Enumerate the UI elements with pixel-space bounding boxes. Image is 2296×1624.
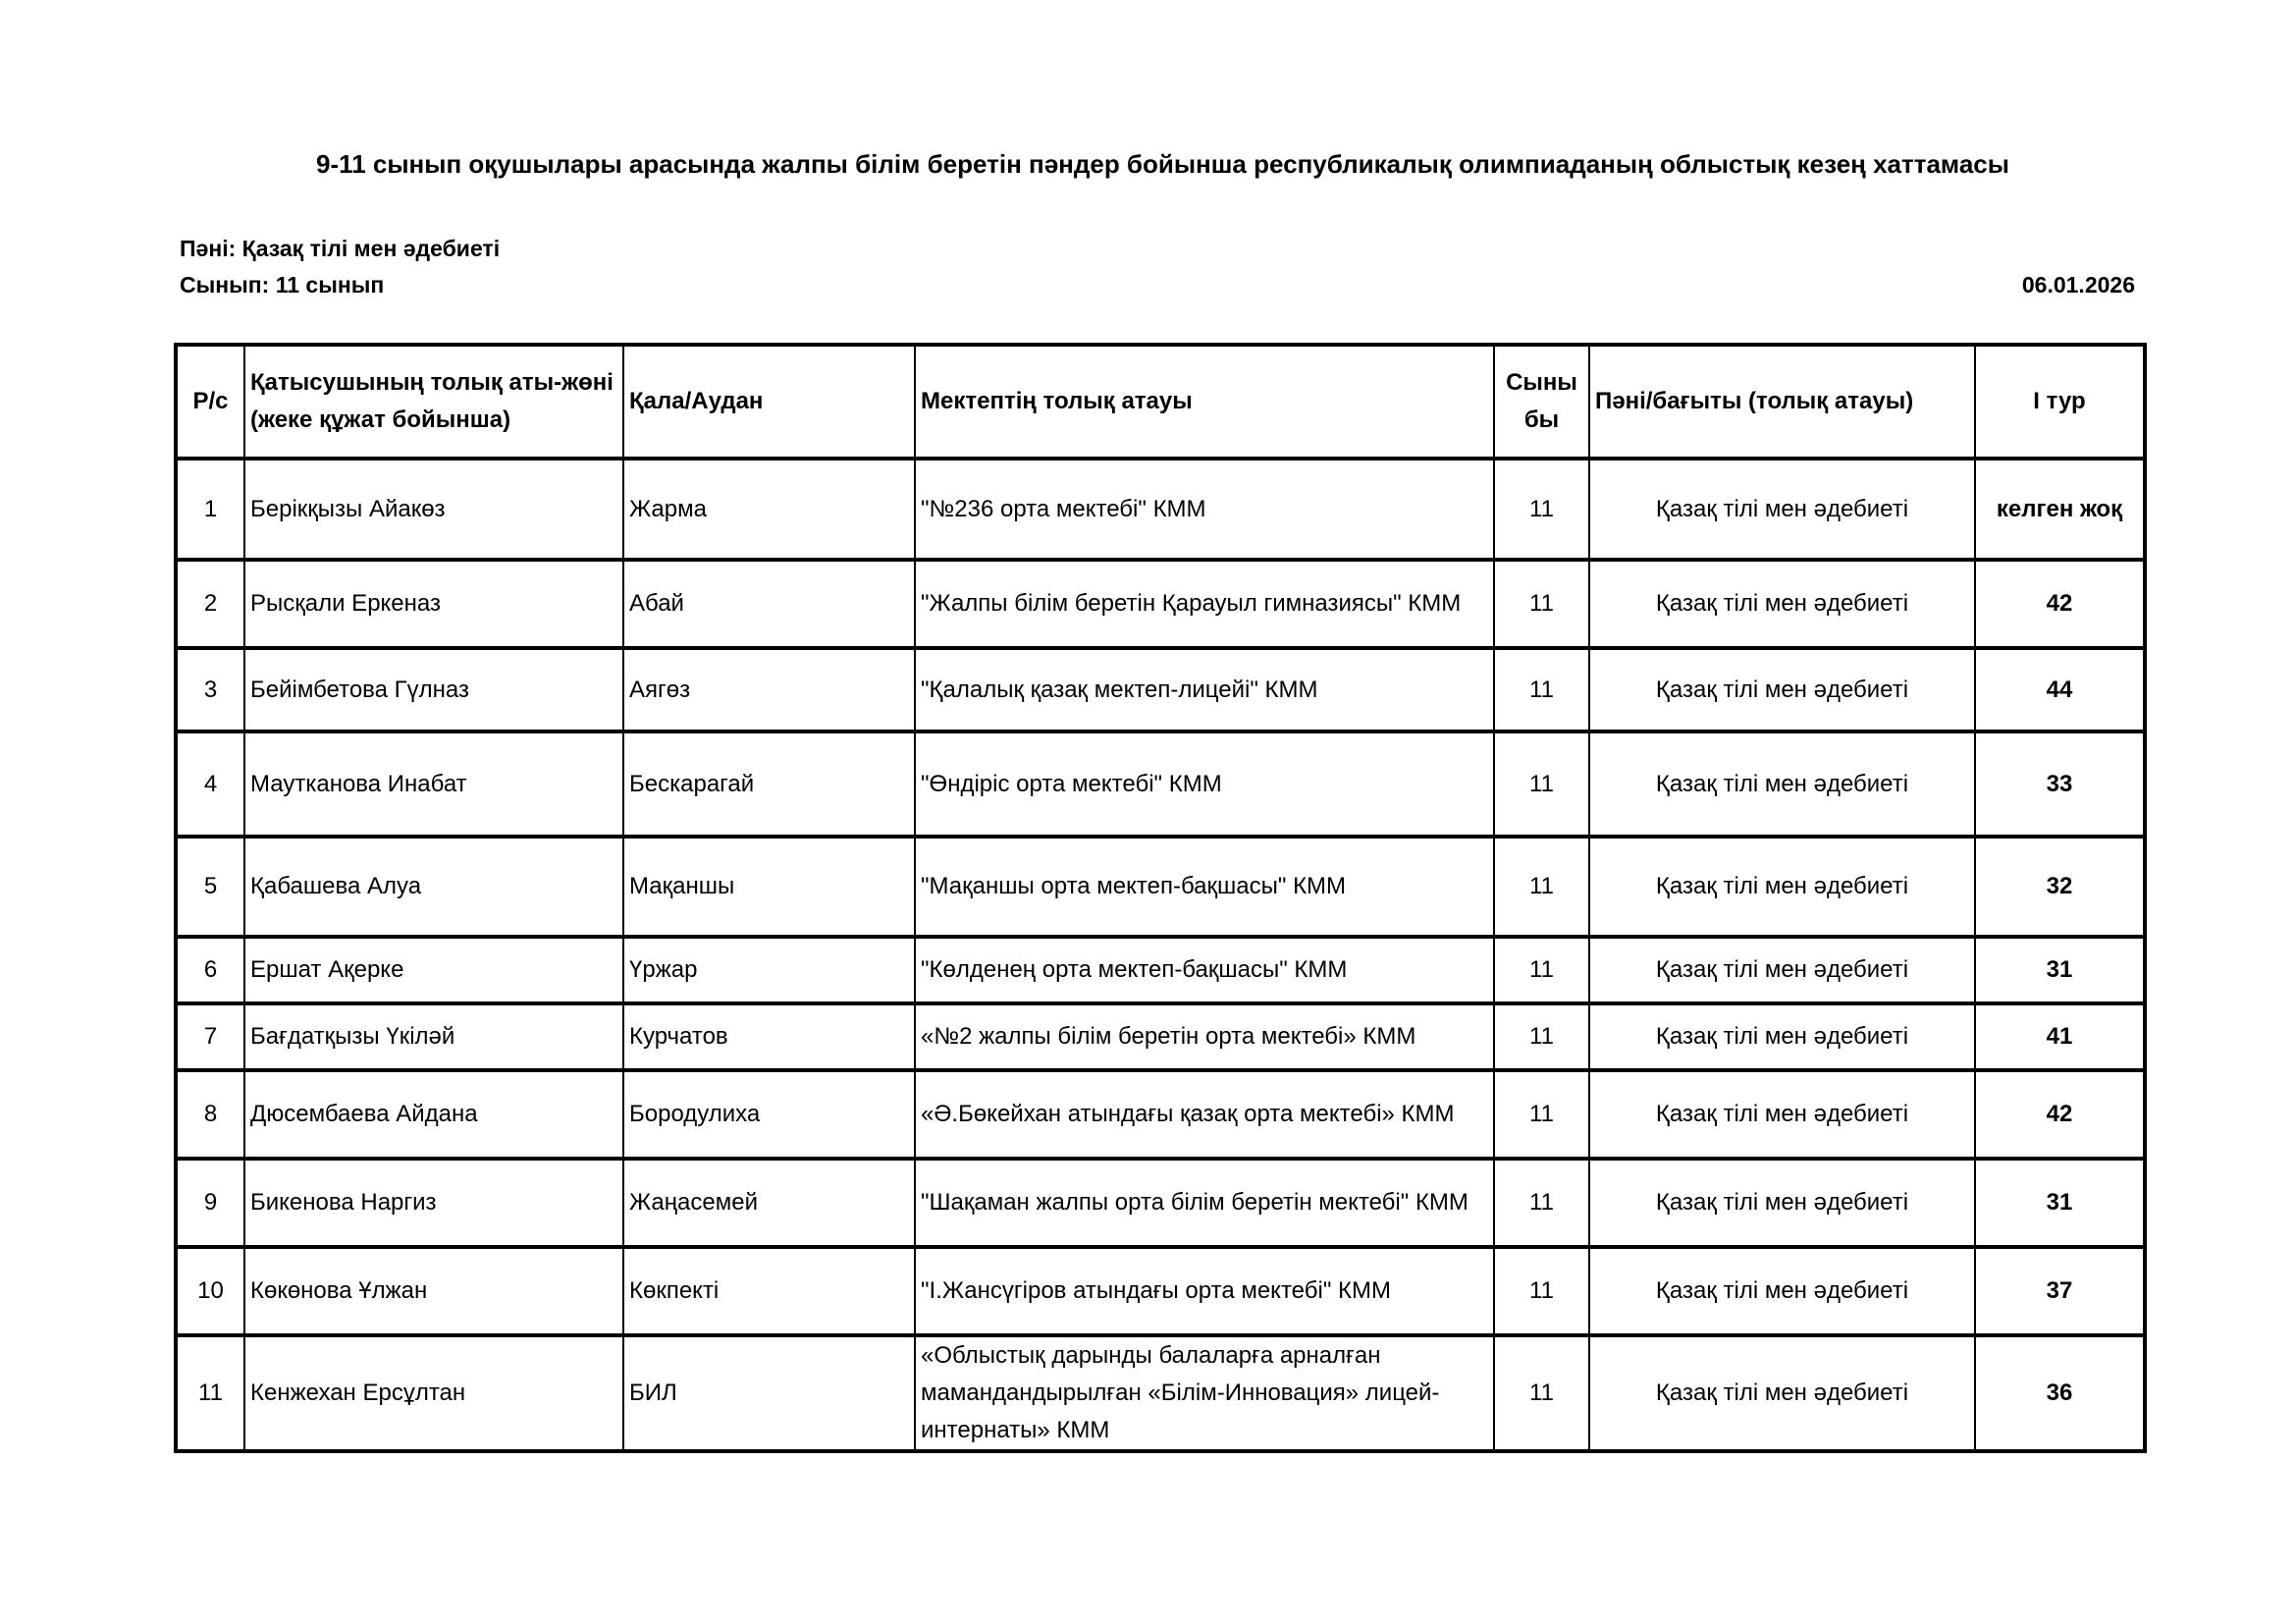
cell-school-name: "Көлденең орта мектеп-бақшасы" КММ — [915, 937, 1494, 1003]
cell-round-1-score: 42 — [1975, 1070, 2145, 1159]
cell-subject: Қазақ тілі мен әдебиеті — [1589, 1335, 1975, 1451]
cell-city-district: Бескарагай — [623, 731, 915, 837]
cell-round-1-score: 37 — [1975, 1247, 2145, 1335]
table-row — [176, 459, 2145, 560]
cell-city-district: Үржар — [623, 937, 915, 1003]
grade-line: Сынып: 11 сынып — [180, 272, 385, 298]
header-school-name: Мектептің толық атауы — [915, 345, 1494, 459]
table-header-row — [176, 345, 2145, 459]
cell-grade: 11 — [1494, 837, 1589, 937]
table-row — [176, 1247, 2145, 1335]
header-subject: Пәні/бағыты (толық атауы) — [1589, 345, 1975, 459]
cell-subject: Қазақ тілі мен әдебиеті — [1589, 648, 1975, 731]
table-row — [176, 731, 2145, 837]
cell-participant-name: Ершат Ақерке — [244, 937, 623, 1003]
table-row — [176, 1335, 2145, 1451]
cell-school-name: "Қалалық қазақ мектеп-лицейі" КММ — [915, 648, 1494, 731]
cell-number: 1 — [176, 459, 244, 560]
cell-number: 10 — [176, 1247, 244, 1335]
cell-school-name: "№236 орта мектебі" КММ — [915, 459, 1494, 560]
cell-participant-name: Бикенова Наргиз — [244, 1159, 623, 1247]
cell-participant-name: Дюсембаева Айдана — [244, 1070, 623, 1159]
table-row — [176, 560, 2145, 648]
cell-participant-name: Көкөнова Ұлжан — [244, 1247, 623, 1335]
cell-grade: 11 — [1494, 1335, 1589, 1451]
document-date: 06.01.2026 — [2021, 272, 2135, 298]
cell-grade: 11 — [1494, 1003, 1589, 1070]
cell-school-name: "І.Жансүгіров атындағы орта мектебі" КММ — [915, 1247, 1494, 1335]
cell-grade: 11 — [1494, 1159, 1589, 1247]
cell-round-1-score: 42 — [1975, 560, 2145, 648]
cell-subject: Қазақ тілі мен әдебиеті — [1589, 837, 1975, 937]
cell-participant-name: Бейімбетова Гүлназ — [244, 648, 623, 731]
cell-subject: Қазақ тілі мен әдебиеті — [1589, 459, 1975, 560]
results-table — [174, 343, 2147, 1453]
table-row — [176, 648, 2145, 731]
cell-round-1-score: 41 — [1975, 1003, 2145, 1070]
subject-line: Пәні: Қазақ тілі мен әдебиеті — [180, 236, 501, 261]
cell-school-name: "Шақаман жалпы орта білім беретін мектебі" КММ — [915, 1159, 1494, 1247]
cell-grade: 11 — [1494, 1070, 1589, 1159]
cell-participant-name: Кенжехан Ерсұлтан — [244, 1335, 623, 1451]
cell-subject: Қазақ тілі мен әдебиеті — [1589, 731, 1975, 837]
cell-round-1-score: 31 — [1975, 1159, 2145, 1247]
cell-round-1-score: 36 — [1975, 1335, 2145, 1451]
cell-subject: Қазақ тілі мен әдебиеті — [1589, 1003, 1975, 1070]
cell-number: 2 — [176, 560, 244, 648]
cell-participant-name: Берікқызы Айакөз — [244, 459, 623, 560]
cell-number: 11 — [176, 1335, 244, 1451]
cell-grade: 11 — [1494, 937, 1589, 1003]
header-city-district: Қала/Аудан — [623, 345, 915, 459]
header-participant-name: Қатысушының толық аты-жөні (жеке құжат бойынша) — [244, 345, 623, 459]
cell-round-1-score: 32 — [1975, 837, 2145, 937]
cell-participant-name: Бағдатқызы Үкіләй — [244, 1003, 623, 1070]
cell-number: 6 — [176, 937, 244, 1003]
cell-grade: 11 — [1494, 1247, 1589, 1335]
document-title: 9-11 сынып оқушылары арасында жалпы білім беретін пәндер бойынша республикалық олимпиаданың облыстық кезең хаттамасы — [316, 149, 2009, 179]
cell-city-district: Жарма — [623, 459, 915, 560]
table-row — [176, 837, 2145, 937]
cell-school-name: «Облыстық дарынды балаларға арналған мамандандырылған «Білім-Инновация» лицей-интернаты» КММ — [915, 1335, 1494, 1451]
cell-number: 5 — [176, 837, 244, 937]
cell-grade: 11 — [1494, 459, 1589, 560]
cell-school-name: "Өндіріс орта мектебі" КММ — [915, 731, 1494, 837]
header-grade: Сыныбы — [1494, 345, 1589, 459]
cell-subject: Қазақ тілі мен әдебиеті — [1589, 937, 1975, 1003]
cell-number: 4 — [176, 731, 244, 837]
cell-round-1-score: 44 — [1975, 648, 2145, 731]
header-round-1: I тур — [1975, 345, 2145, 459]
cell-subject: Қазақ тілі мен әдебиеті — [1589, 1070, 1975, 1159]
header-number: Р/с — [176, 345, 244, 459]
cell-school-name: "Жалпы білім беретін Қарауыл гимназиясы" КММ — [915, 560, 1494, 648]
cell-participant-name: Қабашева Алуа — [244, 837, 623, 937]
table-row — [176, 1003, 2145, 1070]
cell-grade: 11 — [1494, 731, 1589, 837]
table-row — [176, 1159, 2145, 1247]
cell-city-district: Жаңасемей — [623, 1159, 915, 1247]
cell-subject: Қазақ тілі мен әдебиеті — [1589, 1159, 1975, 1247]
cell-school-name: «№2 жалпы білім беретін орта мектебі» КММ — [915, 1003, 1494, 1070]
cell-grade: 11 — [1494, 560, 1589, 648]
cell-participant-name: Маутканова Инабат — [244, 731, 623, 837]
cell-city-district: Аягөз — [623, 648, 915, 731]
cell-number: 9 — [176, 1159, 244, 1247]
cell-number: 8 — [176, 1070, 244, 1159]
table-row — [176, 1070, 2145, 1159]
cell-city-district: БИЛ — [623, 1335, 915, 1451]
cell-city-district: Көкпекті — [623, 1247, 915, 1335]
cell-subject: Қазақ тілі мен әдебиеті — [1589, 560, 1975, 648]
cell-round-1-score: 33 — [1975, 731, 2145, 837]
cell-round-1-score: келген жоқ — [1975, 459, 2145, 560]
cell-round-1-score: 31 — [1975, 937, 2145, 1003]
cell-grade: 11 — [1494, 648, 1589, 731]
cell-number: 3 — [176, 648, 244, 731]
cell-subject: Қазақ тілі мен әдебиеті — [1589, 1247, 1975, 1335]
cell-participant-name: Рысқали Еркеназ — [244, 560, 623, 648]
cell-city-district: Бородулиха — [623, 1070, 915, 1159]
cell-city-district: Абай — [623, 560, 915, 648]
cell-school-name: "Мақаншы орта мектеп-бақшасы" КММ — [915, 837, 1494, 937]
cell-city-district: Курчатов — [623, 1003, 915, 1070]
cell-city-district: Мақаншы — [623, 837, 915, 937]
cell-number: 7 — [176, 1003, 244, 1070]
table-row — [176, 937, 2145, 1003]
cell-school-name: «Ә.Бөкейхан атындағы қазақ орта мектебі» КММ — [915, 1070, 1494, 1159]
